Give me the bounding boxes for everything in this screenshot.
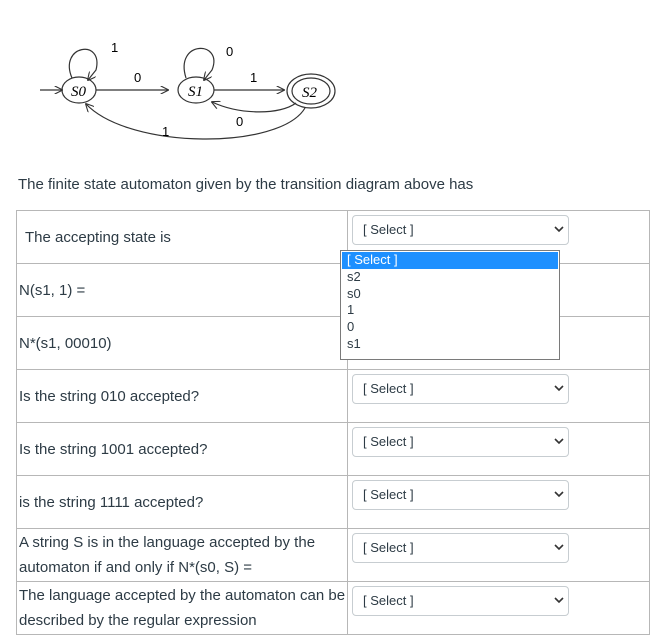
- dropdown-options-list: [340, 250, 560, 360]
- answer-select-7[interactable]: [ Select ]: [352, 533, 569, 563]
- question-intro: The finite state automaton given by the transition diagram above has: [18, 176, 474, 193]
- question-text: A string S is in the language accepted by the automaton if and only if N*(s0, S) =: [17, 529, 348, 582]
- answer-select-8[interactable]: [ Select ]: [352, 586, 569, 616]
- chevron-down-icon: [554, 436, 564, 446]
- question-row: [17, 529, 650, 582]
- transition-label: 0: [236, 114, 244, 129]
- question-text: The accepting state is: [17, 211, 348, 264]
- question-text: The language accepted by the automaton can be described by the regular expression: [17, 582, 348, 635]
- question-row: [17, 582, 650, 635]
- answer-select-4[interactable]: [ Select ]: [352, 374, 569, 404]
- dropdown-option[interactable]: s1: [347, 335, 361, 351]
- state-s0-label: S0: [71, 84, 86, 100]
- chevron-down-icon: [554, 224, 564, 234]
- question-row: [17, 423, 650, 476]
- answer-cell: [348, 423, 650, 476]
- chevron-down-icon: [554, 595, 564, 605]
- chevron-down-icon: [554, 489, 564, 499]
- dropdown-option[interactable]: s0: [347, 285, 361, 301]
- transition-label: 1: [111, 40, 119, 55]
- dropdown-option[interactable]: s2: [347, 268, 361, 284]
- question-text: N*(s1, 00010): [17, 317, 348, 370]
- state-s2-label: S2: [302, 85, 317, 101]
- transition-label: 0: [134, 70, 142, 85]
- chevron-down-icon: [554, 383, 564, 393]
- dropdown-option[interactable]: 0: [347, 319, 355, 335]
- transition-diagram: [0, 0, 360, 160]
- transition-label: 0: [226, 44, 234, 59]
- question-text: is the string 1111 accepted?: [17, 476, 348, 529]
- answer-select-6[interactable]: [ Select ]: [352, 480, 569, 510]
- question-text: Is the string 1001 accepted?: [17, 423, 348, 476]
- answer-cell: [348, 582, 650, 635]
- question-text: Is the string 010 accepted?: [17, 370, 348, 423]
- answer-select-5[interactable]: [ Select ]: [352, 427, 569, 457]
- dropdown-option[interactable]: 1: [347, 302, 355, 318]
- transition-label: 1: [162, 124, 170, 139]
- answer-cell: [348, 529, 650, 582]
- state-s1-label: S1: [188, 84, 203, 100]
- answer-select-1[interactable]: [ Select ]: [352, 215, 569, 245]
- chevron-down-icon: [554, 542, 564, 552]
- transition-label: 1: [250, 70, 258, 85]
- question-row: [17, 370, 650, 423]
- question-row: [17, 476, 650, 529]
- question-text: N(s1, 1) =: [17, 264, 348, 317]
- answer-cell: [348, 476, 650, 529]
- dropdown-option[interactable]: [ Select ]: [342, 252, 558, 269]
- answer-cell: [348, 370, 650, 423]
